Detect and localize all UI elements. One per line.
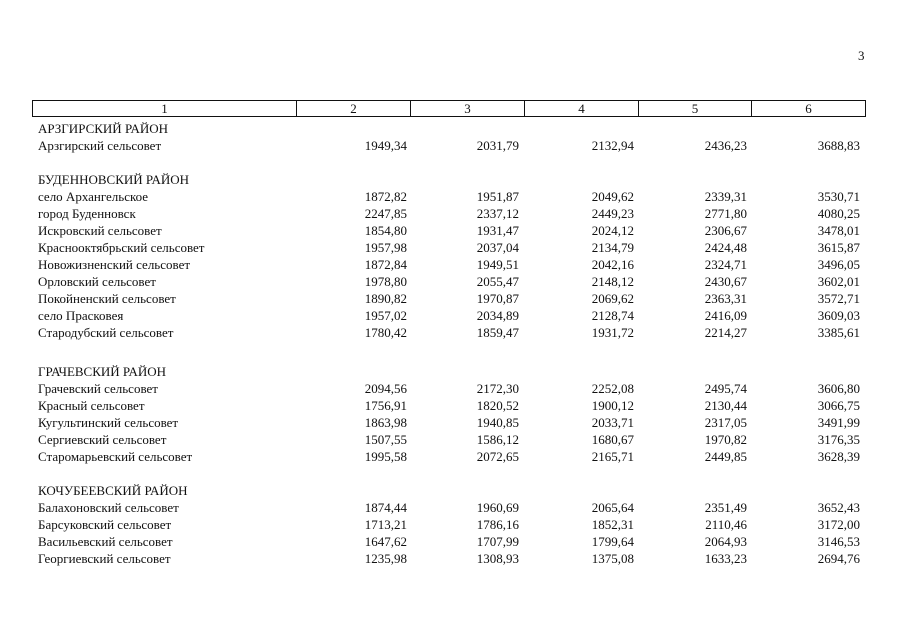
settlement-name: Орловский сельсовет: [38, 274, 156, 289]
page-number: 3: [858, 48, 865, 63]
column-number-header: [32, 100, 866, 117]
value-cell: 2771,80: [704, 206, 747, 221]
value-cell: 2033,71: [591, 415, 634, 430]
value-cell: 2430,67: [704, 274, 747, 289]
value-cell: 2069,62: [591, 291, 634, 306]
value-cell: 1375,08: [591, 551, 634, 566]
value-cell: 2055,47: [476, 274, 519, 289]
header-cell: 3: [411, 101, 525, 117]
table-row: [32, 307, 865, 324]
value-cell: 1890,82: [364, 291, 407, 306]
table-row: [32, 239, 865, 256]
value-cell: 3606,80: [817, 381, 860, 396]
table-row: [32, 205, 865, 222]
value-cell: 4080,25: [817, 206, 860, 221]
value-cell: 2495,74: [704, 381, 747, 396]
value-cell: 1960,69: [476, 500, 519, 515]
settlement-name: Балахоновский сельсовет: [38, 500, 179, 515]
table-row: [32, 533, 865, 550]
value-cell: 1863,98: [364, 415, 407, 430]
value-cell: 1872,84: [364, 257, 407, 272]
settlement-name: Искровский сельсовет: [38, 223, 162, 238]
value-cell: 2094,56: [364, 381, 407, 396]
table-row: [32, 414, 865, 431]
value-cell: 1854,80: [364, 223, 407, 238]
settlement-name: Покойненский сельсовет: [38, 291, 176, 306]
value-cell: 2042,16: [591, 257, 634, 272]
district-section: [32, 482, 865, 567]
value-cell: 2110,46: [705, 517, 747, 532]
header-cell: 4: [525, 101, 639, 117]
settlement-name: Старомарьевский сельсовет: [38, 449, 193, 464]
value-cell: 1507,55: [364, 432, 407, 447]
settlement-name: Васильевский сельсовет: [38, 534, 173, 549]
value-cell: 2416,09: [704, 308, 747, 323]
value-cell: 2132,94: [591, 138, 634, 153]
value-cell: 3628,39: [817, 449, 860, 464]
district-section: [32, 363, 865, 465]
value-cell: 2324,71: [704, 257, 747, 272]
header-cell: 1: [33, 101, 297, 117]
table-row: [32, 188, 865, 205]
value-cell: 3496,05: [817, 257, 860, 272]
value-cell: 2247,85: [364, 206, 407, 221]
table-row: [32, 324, 865, 341]
value-cell: 2694,76: [817, 551, 860, 566]
table-row: [32, 222, 865, 239]
settlement-name: Кугультинский сельсовет: [38, 415, 179, 430]
table-row: [32, 448, 865, 465]
value-cell: 2034,89: [476, 308, 519, 323]
value-cell: 2337,12: [476, 206, 519, 221]
table-row: [32, 397, 865, 414]
value-cell: 3176,35: [817, 432, 860, 447]
value-cell: 2172,30: [476, 381, 519, 396]
table-row: [32, 550, 865, 567]
settlement-name: город Буденновск: [38, 206, 136, 221]
value-cell: 1799,64: [591, 534, 634, 549]
settlement-name: Краснооктябрьский сельсовет: [38, 240, 205, 255]
value-cell: 1957,98: [364, 240, 407, 255]
value-cell: 2449,23: [591, 206, 634, 221]
value-cell: 3491,99: [817, 415, 860, 430]
district-title: КОЧУБЕЕВСКИЙ РАЙОН: [38, 483, 188, 498]
value-cell: 3385,61: [817, 325, 860, 340]
table-row: [32, 380, 865, 397]
value-cell: 2024,12: [591, 223, 634, 238]
value-cell: 1978,80: [364, 274, 407, 289]
settlement-name: Барсуковский сельсовет: [38, 517, 172, 532]
settlement-name: Сергиевский сельсовет: [38, 432, 167, 447]
header-cell: 6: [752, 101, 866, 117]
table-row: [32, 431, 865, 448]
value-cell: 3478,01: [817, 223, 860, 238]
value-cell: 2317,05: [704, 415, 747, 430]
header-cell: 5: [639, 101, 752, 117]
value-cell: 2130,44: [704, 398, 747, 413]
value-cell: 2031,79: [476, 138, 519, 153]
district-section: [32, 171, 865, 341]
value-cell: 2351,49: [704, 500, 747, 515]
value-cell: 2339,31: [704, 189, 747, 204]
value-cell: 1308,93: [476, 551, 519, 566]
value-cell: 1900,12: [591, 398, 634, 413]
value-cell: 3615,87: [817, 240, 860, 255]
value-cell: 2037,04: [476, 240, 519, 255]
table-row: [32, 290, 865, 307]
settlement-name: село Прасковея: [38, 308, 124, 323]
value-cell: 2363,31: [704, 291, 747, 306]
district-title: АРЗГИРСКИЙ РАЙОН: [38, 121, 169, 136]
value-cell: 2134,79: [591, 240, 634, 255]
value-cell: 1940,85: [476, 415, 519, 430]
value-cell: 2214,27: [704, 325, 747, 340]
value-cell: 1970,87: [476, 291, 519, 306]
settlement-name: Грачевский сельсовет: [38, 381, 158, 396]
value-cell: 1680,67: [591, 432, 634, 447]
district-section: [32, 120, 865, 154]
value-cell: 1995,58: [364, 449, 407, 464]
settlement-name: село Архангельское: [38, 189, 149, 204]
value-cell: 3172,00: [817, 517, 860, 532]
value-cell: 1931,72: [591, 325, 634, 340]
table-row: [32, 137, 865, 154]
value-cell: 1780,42: [364, 325, 407, 340]
value-cell: 1586,12: [476, 432, 519, 447]
value-cell: 2065,64: [591, 500, 634, 515]
value-cell: 1852,31: [591, 517, 634, 532]
value-cell: 2064,93: [704, 534, 747, 549]
value-cell: 1949,34: [364, 138, 407, 153]
value-cell: 2436,23: [704, 138, 747, 153]
district-title: ГРАЧЕВСКИЙ РАЙОН: [38, 364, 167, 379]
value-cell: 3688,83: [817, 138, 860, 153]
value-cell: 1874,44: [364, 500, 407, 515]
value-cell: 3602,01: [817, 274, 860, 289]
table-row: [32, 256, 865, 273]
value-cell: 3652,43: [817, 500, 860, 515]
header-cell: 2: [297, 101, 411, 117]
value-cell: 1633,23: [704, 551, 747, 566]
value-cell: 1707,99: [476, 534, 519, 549]
value-cell: 1756,91: [364, 398, 407, 413]
settlement-name: Красный сельсовет: [38, 398, 145, 413]
value-cell: 2306,67: [704, 223, 747, 238]
value-cell: 3066,75: [817, 398, 860, 413]
value-cell: 2148,12: [591, 274, 634, 289]
value-cell: 1872,82: [364, 189, 407, 204]
value-cell: 3609,03: [817, 308, 860, 323]
table-row: [32, 516, 865, 533]
value-cell: 2049,62: [591, 189, 634, 204]
value-cell: 2252,08: [591, 381, 634, 396]
value-cell: 1957,02: [364, 308, 407, 323]
settlement-name: Арзгирский сельсовет: [38, 138, 162, 153]
value-cell: 3530,71: [817, 189, 860, 204]
value-cell: 2128,74: [591, 308, 634, 323]
value-cell: 1647,62: [364, 534, 407, 549]
value-cell: 3572,71: [817, 291, 860, 306]
table-row: [32, 499, 865, 516]
value-cell: 1931,47: [476, 223, 519, 238]
value-cell: 1820,52: [476, 398, 519, 413]
value-cell: 2424,48: [704, 240, 747, 255]
table-row: [32, 273, 865, 290]
settlement-name: Георгиевский сельсовет: [38, 551, 171, 566]
settlement-name: Новожизненский сельсовет: [38, 257, 191, 272]
value-cell: 1713,21: [364, 517, 407, 532]
value-cell: 1786,16: [476, 517, 519, 532]
value-cell: 2449,85: [704, 449, 747, 464]
settlement-name: Стародубский сельсовет: [38, 325, 174, 340]
value-cell: 3146,53: [817, 534, 860, 549]
value-cell: 1951,87: [476, 189, 519, 204]
table-body: [32, 120, 865, 567]
value-cell: 1235,98: [364, 551, 407, 566]
value-cell: 2165,71: [591, 449, 634, 464]
value-cell: 1970,82: [704, 432, 747, 447]
value-cell: 1859,47: [476, 325, 519, 340]
district-title: БУДЕННОВСКИЙ РАЙОН: [38, 172, 190, 187]
value-cell: 1949,51: [476, 257, 519, 272]
value-cell: 2072,65: [476, 449, 519, 464]
header-row: [33, 101, 866, 117]
